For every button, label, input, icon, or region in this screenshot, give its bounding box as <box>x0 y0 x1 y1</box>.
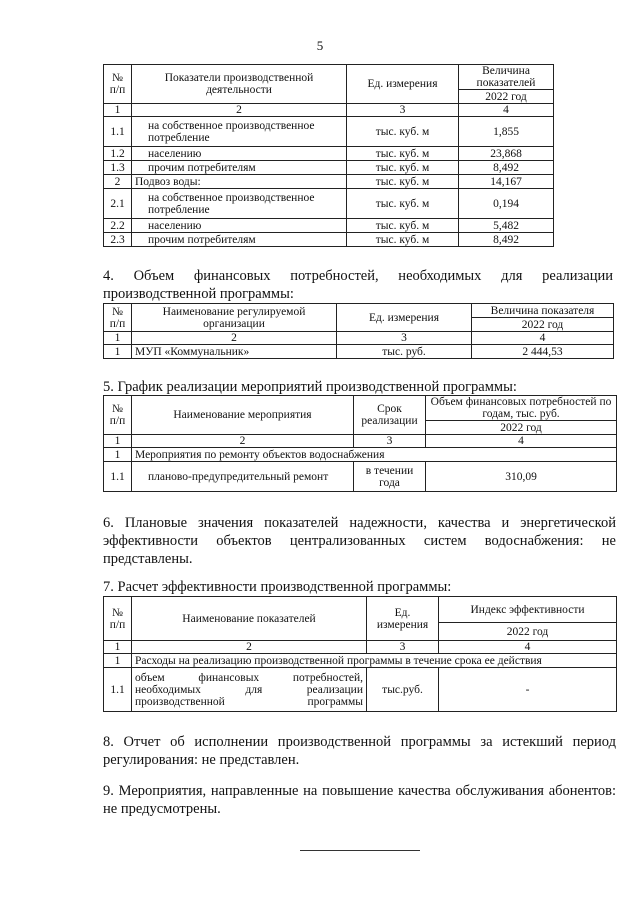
header-num: № п/п <box>104 65 132 104</box>
financial-needs-table <box>103 303 614 359</box>
header-num: № п/п <box>104 396 132 435</box>
header-num: № п/п <box>104 304 132 332</box>
row-value: 8,492 <box>459 161 554 175</box>
row-unit: тыс. куб. м <box>347 161 459 175</box>
header-unit: Ед. измерения <box>367 597 439 641</box>
header-value: Величина показателя <box>472 304 614 318</box>
row-num: 1 <box>104 448 132 462</box>
table-row <box>104 189 554 219</box>
row-name: прочим потребителям <box>132 233 347 247</box>
row-value: 310,09 <box>426 462 617 492</box>
row-name: Подвоз воды: <box>132 175 347 189</box>
header-organization: Наименование регулируемой организации <box>132 304 337 332</box>
row-value: - <box>439 668 617 712</box>
row-value: 14,167 <box>459 175 554 189</box>
section-7-heading: 7. Расчет эффективности производственной программы: <box>103 579 452 595</box>
row-unit: тыс. куб. м <box>347 189 459 219</box>
row-unit: тыс. куб. м <box>347 175 459 189</box>
header-unit: Ед. измерения <box>347 65 459 104</box>
col-num: 2 <box>132 641 367 654</box>
table-row <box>104 219 554 233</box>
col-num: 3 <box>347 104 459 117</box>
efficiency-table <box>103 596 617 712</box>
table-row <box>104 117 554 147</box>
table-row <box>104 345 614 359</box>
row-term: в течении года <box>354 462 426 492</box>
row-num: 1.1 <box>104 668 132 712</box>
col-num: 1 <box>104 332 132 345</box>
row-unit: тыс. руб. <box>337 345 472 359</box>
row-num: 1.1 <box>104 117 132 147</box>
row-value: 2 444,53 <box>472 345 614 359</box>
row-value: 23,868 <box>459 147 554 161</box>
row-num: 2.2 <box>104 219 132 233</box>
header-indicators: Показатели производственной деятельности <box>132 65 347 104</box>
section-5-heading: 5. График реализации мероприятий производственной программы: <box>103 379 517 395</box>
col-num: 2 <box>132 332 337 345</box>
row-num: 1 <box>104 345 132 359</box>
row-unit: тыс. куб. м <box>347 117 459 147</box>
header-year: 2022 год <box>439 623 617 641</box>
table-row <box>104 462 617 492</box>
header-num: № п/п <box>104 597 132 641</box>
row-organization: МУП «Коммунальник» <box>132 345 337 359</box>
production-indicators-table <box>103 64 554 247</box>
group-name: Расходы на реализацию производственной программы в течение срока ее действия <box>132 654 617 668</box>
row-name: на собственное производственное потребление <box>132 189 347 219</box>
table-row <box>104 175 554 189</box>
row-value: 8,492 <box>459 233 554 247</box>
col-num: 2 <box>132 435 354 448</box>
header-term: Срок реализации <box>354 396 426 435</box>
row-indicator-name: объем финансовых потребностей, необходимых для реализации производственной программы <box>132 668 367 712</box>
col-num: 3 <box>354 435 426 448</box>
table-row <box>104 147 554 161</box>
header-year: 2022 год <box>459 90 554 104</box>
group-name: Мероприятия по ремонту объектов водоснабжения <box>132 448 617 462</box>
table-row <box>104 654 617 668</box>
row-unit: тыс. куб. м <box>347 147 459 161</box>
table-row <box>104 448 617 462</box>
header-event-name: Наименование мероприятия <box>132 396 354 435</box>
row-unit: тыс. куб. м <box>347 233 459 247</box>
col-num: 4 <box>426 435 617 448</box>
section-8-text: 8. Отчет об исполнении производственной программы за истекший период регулирования: не представлен. <box>103 734 616 768</box>
row-value: 0,194 <box>459 189 554 219</box>
header-efficiency-index: Индекс эффективности <box>439 597 617 623</box>
row-num: 2.3 <box>104 233 132 247</box>
col-num: 3 <box>337 332 472 345</box>
row-num: 1 <box>104 654 132 668</box>
closing-line <box>300 850 420 851</box>
row-num: 1.1 <box>104 462 132 492</box>
row-name: на собственное производственное потребление <box>132 117 347 147</box>
table-row <box>104 668 617 712</box>
table-row <box>104 233 554 247</box>
col-num: 1 <box>104 104 132 117</box>
col-num: 4 <box>459 104 554 117</box>
row-name: прочим потребителям <box>132 161 347 175</box>
col-num: 2 <box>132 104 347 117</box>
section-6-text: 6. Плановые значения показателей надежности, качества и энергетической эффективности объектов централизованных систем водоснабжения: не представлены. <box>103 515 616 567</box>
row-num: 2.1 <box>104 189 132 219</box>
col-num: 3 <box>367 641 439 654</box>
row-unit: тыс. куб. м <box>347 219 459 233</box>
header-financial: Объем финансовых потребностей по годам, тыс. руб. <box>426 396 617 421</box>
row-num: 1.3 <box>104 161 132 175</box>
row-name: населению <box>132 219 347 233</box>
col-num: 4 <box>439 641 617 654</box>
header-year: 2022 год <box>426 421 617 435</box>
table-row <box>104 161 554 175</box>
header-indicator-name: Наименование показателей <box>132 597 367 641</box>
header-year: 2022 год <box>472 318 614 332</box>
row-num: 2 <box>104 175 132 189</box>
row-name: населению <box>132 147 347 161</box>
section-4-heading: 4. Объем финансовых потребностей, необходимых для реализации производственной программы: <box>103 268 613 302</box>
col-num: 1 <box>104 435 132 448</box>
col-num: 1 <box>104 641 132 654</box>
row-unit: тыс.руб. <box>367 668 439 712</box>
section-9-text: 9. Мероприятия, направленные на повышение качества обслуживания абонентов: не предусмотрены. <box>103 783 616 817</box>
events-schedule-table <box>103 395 617 492</box>
col-num: 4 <box>472 332 614 345</box>
row-value: 5,482 <box>459 219 554 233</box>
row-event-name: планово-предупредительный ремонт <box>132 462 354 492</box>
header-value: Величина показателей <box>459 65 554 90</box>
row-value: 1,855 <box>459 117 554 147</box>
page-number: 5 <box>316 38 324 53</box>
row-num: 1.2 <box>104 147 132 161</box>
header-unit: Ед. измерения <box>337 304 472 332</box>
